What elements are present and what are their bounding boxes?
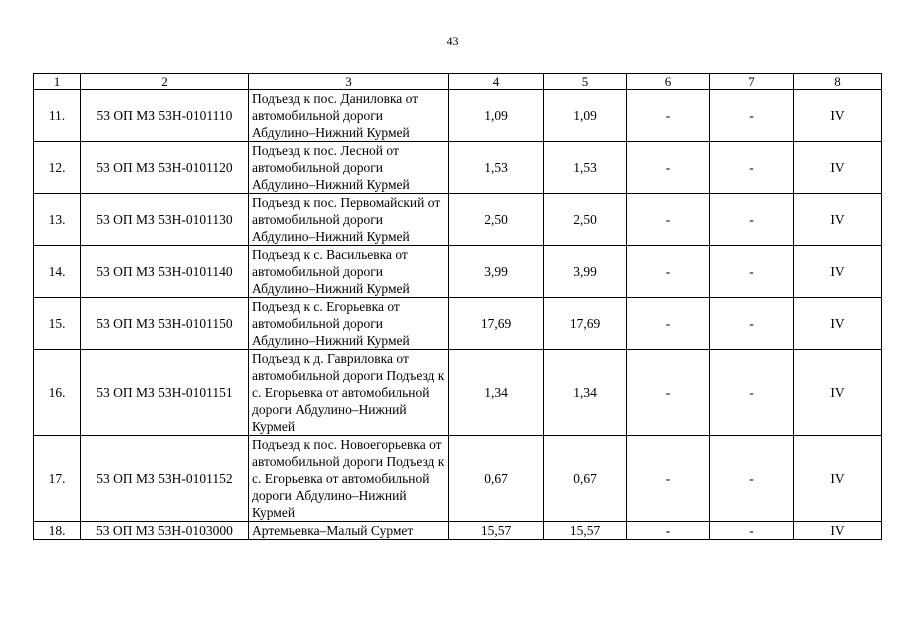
row-number: 18. [34,522,81,540]
table-row [34,522,882,540]
col7-value: - [710,522,794,540]
table-row [34,90,882,142]
road-name: Артемьевка–Малый Сурмет [249,522,449,540]
row-number: 13. [34,194,81,246]
column-header: 3 [249,74,449,90]
col6-value: - [627,298,710,350]
col8-value: IV [794,142,882,194]
row-number: 15. [34,298,81,350]
col8-value: IV [794,194,882,246]
col4-value: 15,57 [449,522,544,540]
col8-value: IV [794,436,882,522]
row-number: 14. [34,246,81,298]
row-number: 17. [34,436,81,522]
column-header: 4 [449,74,544,90]
col7-value: - [710,246,794,298]
col5-value: 15,57 [544,522,627,540]
col8-value: IV [794,246,882,298]
row-number: 16. [34,350,81,436]
col5-value: 1,09 [544,90,627,142]
col7-value: - [710,298,794,350]
col5-value: 1,53 [544,142,627,194]
col6-value: - [627,194,710,246]
road-name: Подъезд к пос. Первомайский от автомобильной дороги Абдулино–Нижний Курмей [249,194,449,246]
column-header: 7 [710,74,794,90]
col4-value: 3,99 [449,246,544,298]
col8-value: IV [794,350,882,436]
col6-value: - [627,522,710,540]
col5-value: 1,34 [544,350,627,436]
col4-value: 1,34 [449,350,544,436]
road-code: 53 ОП МЗ 53Н-0101130 [81,194,249,246]
col8-value: IV [794,90,882,142]
col8-value: IV [794,522,882,540]
col6-value: - [627,90,710,142]
col5-value: 17,69 [544,298,627,350]
col6-value: - [627,436,710,522]
col4-value: 2,50 [449,194,544,246]
road-code: 53 ОП МЗ 53Н-0101140 [81,246,249,298]
col7-value: - [710,436,794,522]
road-code: 53 ОП МЗ 53Н-0101152 [81,436,249,522]
column-header: 5 [544,74,627,90]
col7-value: - [710,142,794,194]
column-header: 2 [81,74,249,90]
col7-value: - [710,194,794,246]
roads-table [33,73,882,540]
table-row [34,142,882,194]
row-number: 12. [34,142,81,194]
col7-value: - [710,90,794,142]
column-header: 6 [627,74,710,90]
road-name: Подъезд к с. Егорьевка от автомобильной дороги Абдулино–Нижний Курмей [249,298,449,350]
column-header: 1 [34,74,81,90]
col4-value: 0,67 [449,436,544,522]
col5-value: 3,99 [544,246,627,298]
table-row [34,194,882,246]
col8-value: IV [794,298,882,350]
table-row [34,298,882,350]
col4-value: 1,53 [449,142,544,194]
col5-value: 0,67 [544,436,627,522]
table-row [34,436,882,522]
col7-value: - [710,350,794,436]
col4-value: 17,69 [449,298,544,350]
road-code: 53 ОП МЗ 53Н-0103000 [81,522,249,540]
col4-value: 1,09 [449,90,544,142]
column-header: 8 [794,74,882,90]
table-row [34,350,882,436]
header-row [34,74,882,90]
road-name: Подъезд к пос. Лесной от автомобильной дороги Абдулино–Нижний Курмей [249,142,449,194]
road-code: 53 ОП МЗ 53Н-0101110 [81,90,249,142]
page-number: 43 [446,34,459,48]
row-number: 11. [34,90,81,142]
road-name: Подъезд к д. Гавриловка от автомобильной дороги Подъезд к с. Егорьевка от автомобильной дороги Абдулино–Нижний Курмей [249,350,449,436]
road-name: Подъезд к с. Васильевка от автомобильной дороги Абдулино–Нижний Курмей [249,246,449,298]
col6-value: - [627,246,710,298]
road-name: Подъезд к пос. Даниловка от автомобильной дороги Абдулино–Нижний Курмей [249,90,449,142]
table-row [34,246,882,298]
road-code: 53 ОП МЗ 53Н-0101150 [81,298,249,350]
col6-value: - [627,350,710,436]
road-code: 53 ОП МЗ 53Н-0101151 [81,350,249,436]
col5-value: 2,50 [544,194,627,246]
col6-value: - [627,142,710,194]
road-code: 53 ОП МЗ 53Н-0101120 [81,142,249,194]
road-name: Подъезд к пос. Новоегорьевка от автомобильной дороги Подъезд к с. Егорьевка от автомобильной дороги Абдулино–Нижний Курмей [249,436,449,522]
